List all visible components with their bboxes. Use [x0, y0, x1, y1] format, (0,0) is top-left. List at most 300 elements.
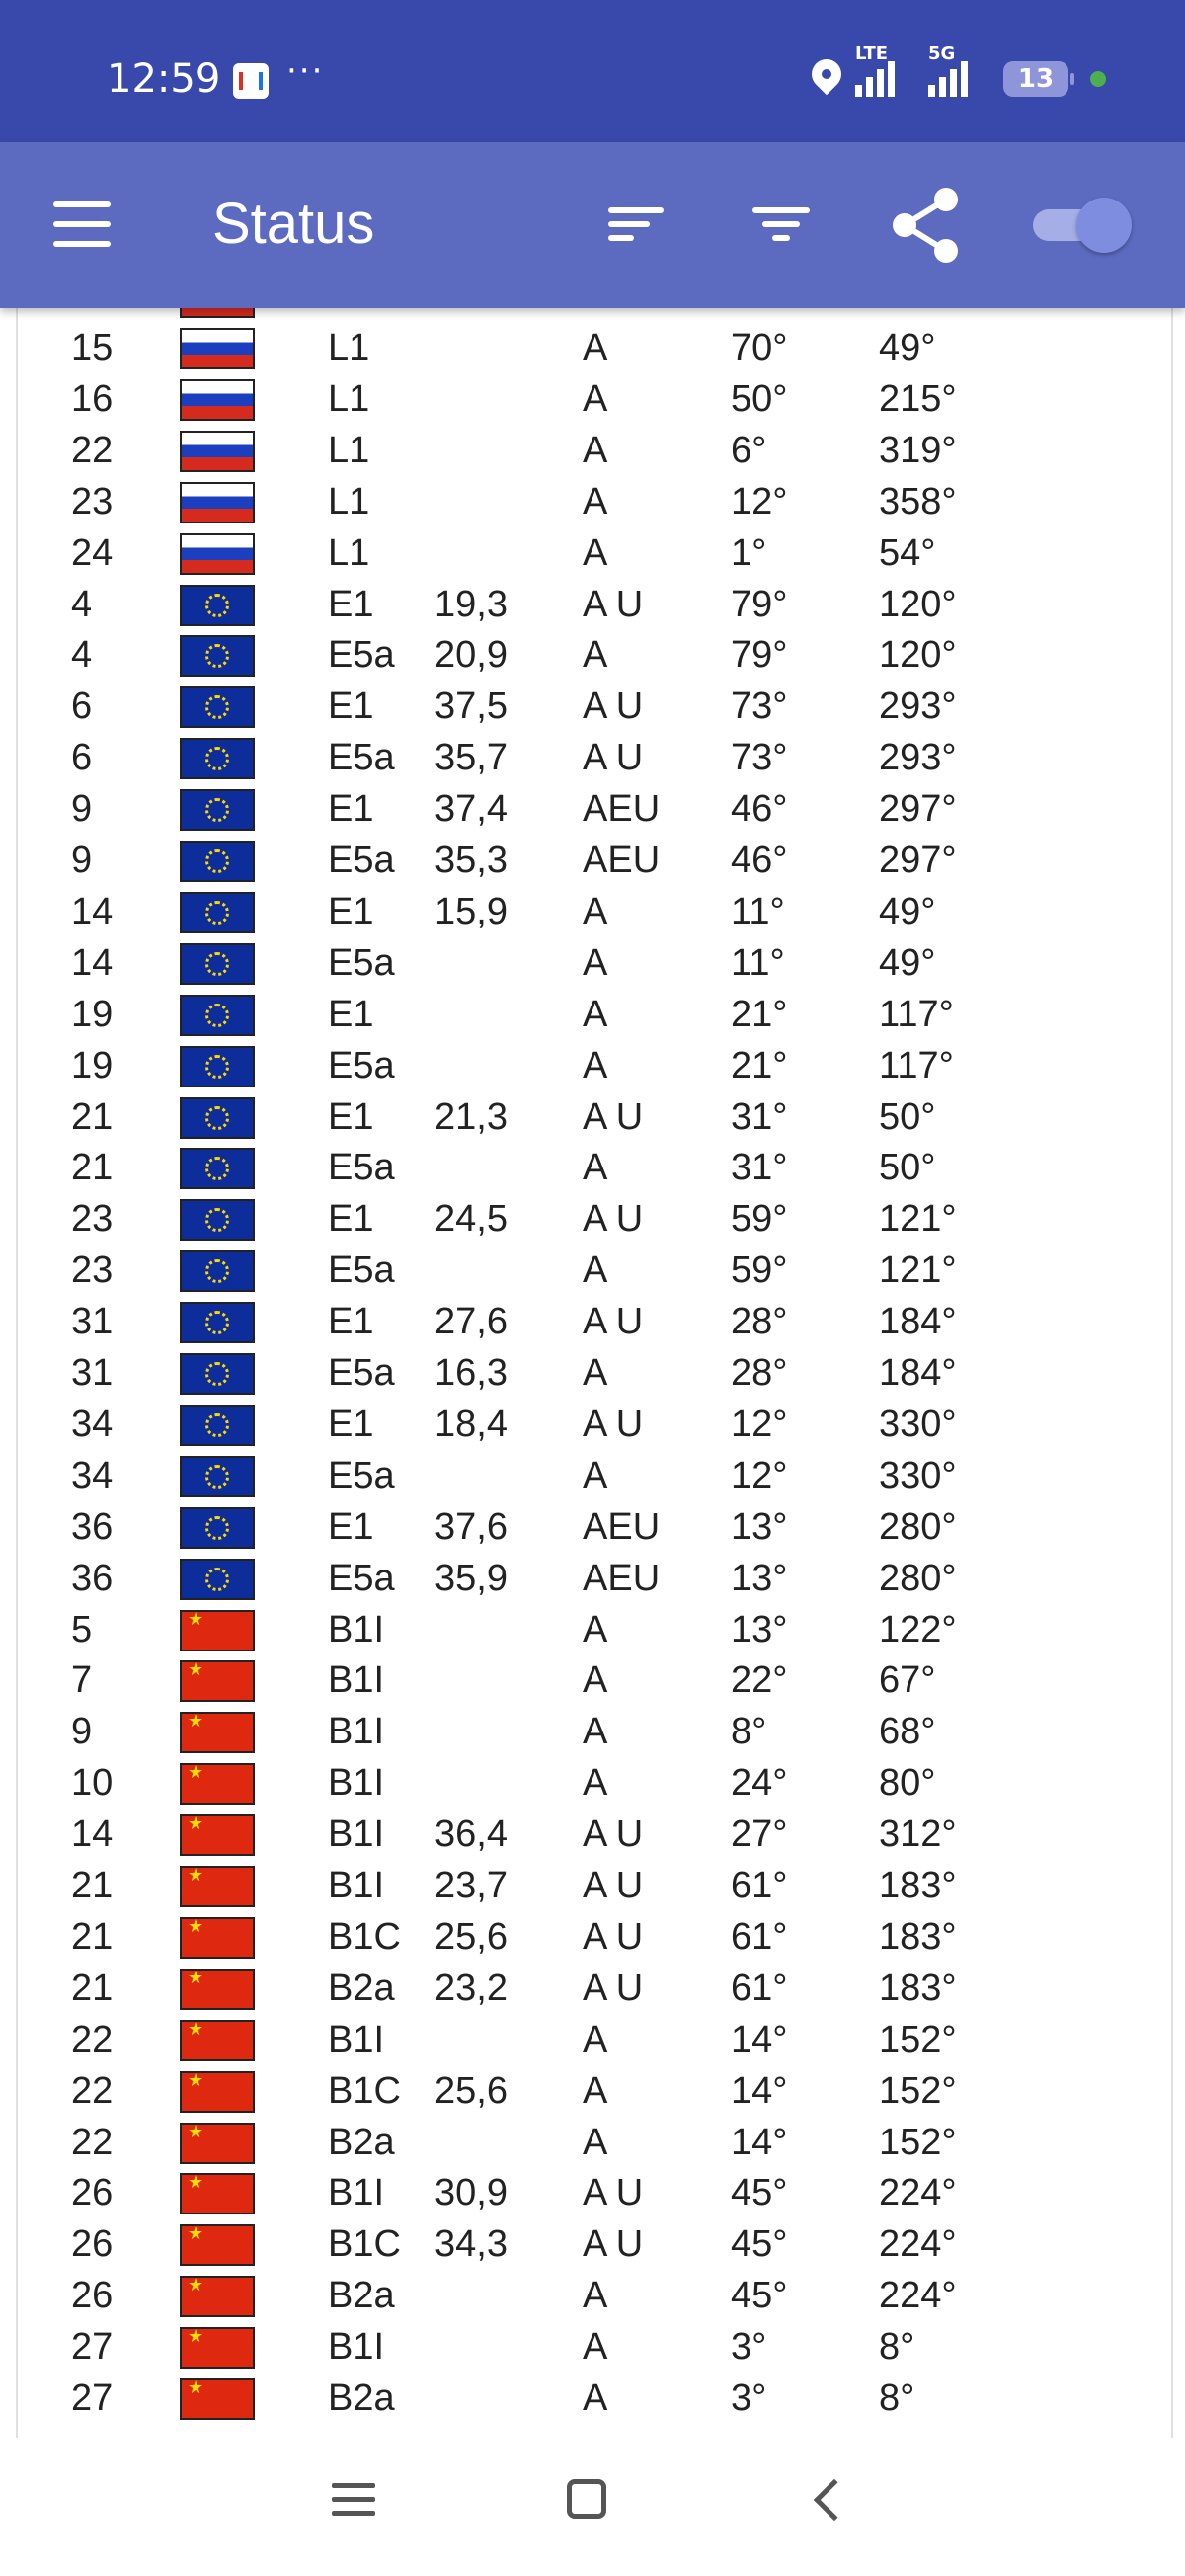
azimuth-cell: 280° [879, 1557, 957, 1599]
table-row [18, 1604, 1171, 1655]
elevation-cell: 13° [731, 1608, 788, 1650]
table-row [18, 783, 1171, 835]
flags-cell: A [583, 429, 608, 471]
table-row [18, 1450, 1171, 1501]
app-bar [0, 142, 1185, 308]
flags-cell: A [583, 2069, 608, 2112]
table-row [18, 1501, 1171, 1553]
flag-icon [180, 1405, 255, 1446]
table-row [18, 2065, 1171, 2117]
elevation-cell: 46° [731, 840, 788, 881]
band-cell: E1 [328, 890, 374, 932]
table-row [18, 2117, 1171, 2168]
flag-icon [180, 2071, 255, 2113]
azimuth-cell: 152° [879, 2121, 957, 2163]
flags-cell: A [583, 993, 608, 1035]
elevation-cell: 12° [731, 1403, 788, 1445]
band-cell: E5a [328, 840, 395, 881]
svid-cell: 22 [71, 429, 114, 471]
svid-cell: 36 [71, 1557, 114, 1599]
cn0-cell: 16,3 [434, 1352, 508, 1394]
band-cell: E5a [328, 1147, 395, 1189]
flag-icon [180, 1969, 255, 2010]
band-cell: B1I [328, 2326, 385, 2369]
table-row [18, 2014, 1171, 2065]
band-cell: E1 [328, 788, 374, 831]
elevation-cell: 21° [731, 1044, 788, 1087]
5g-label: 5G [928, 43, 956, 64]
flags-cell: AEU [583, 1557, 661, 1599]
table-row [18, 2321, 1171, 2373]
azimuth-cell: 122° [879, 1608, 957, 1650]
cn0-cell: 25,6 [434, 1915, 508, 1958]
elevation-cell: 45° [731, 2172, 788, 2214]
svid-cell: 26 [71, 2223, 114, 2266]
svid-cell: 6 [71, 737, 93, 779]
table-row [18, 937, 1171, 989]
svid-cell: 21 [71, 1147, 114, 1189]
cn0-cell: 35,3 [434, 840, 508, 881]
flag-icon [180, 995, 255, 1036]
cn0-cell: 34,3 [434, 2223, 508, 2266]
filter-icon[interactable] [752, 200, 812, 249]
band-cell: E1 [328, 583, 374, 625]
flag-icon [180, 2020, 255, 2061]
satellite-table[interactable] [16, 292, 1173, 2438]
band-cell: B1I [328, 1608, 385, 1650]
azimuth-cell: 49° [879, 941, 936, 984]
azimuth-cell: 183° [879, 1865, 957, 1906]
azimuth-cell: 54° [879, 531, 936, 574]
elevation-cell: 31° [731, 1147, 788, 1189]
azimuth-cell: 184° [879, 1352, 957, 1394]
table-row [18, 322, 1171, 373]
band-cell: E5a [328, 1352, 395, 1394]
svid-cell: 23 [71, 480, 114, 523]
table-row [18, 629, 1171, 681]
home-icon[interactable] [567, 2479, 606, 2519]
cn0-cell: 21,3 [434, 1095, 508, 1138]
table-row [18, 1911, 1171, 1963]
flags-cell: A [583, 1711, 608, 1753]
band-cell: B2a [328, 2121, 395, 2163]
band-cell: L1 [328, 429, 370, 471]
flag-icon [180, 585, 255, 626]
elevation-cell: 28° [731, 1352, 788, 1394]
table-row [18, 1706, 1171, 1757]
azimuth-cell: 67° [879, 1659, 936, 1702]
band-cell: E5a [328, 634, 395, 677]
share-icon[interactable] [889, 186, 964, 265]
elevation-cell: 70° [731, 327, 788, 368]
azimuth-cell: 358° [879, 480, 957, 523]
azimuth-cell: 319° [879, 429, 957, 471]
svid-cell: 5 [71, 1608, 93, 1650]
flags-cell: AEU [583, 840, 661, 881]
flags-cell: A [583, 634, 608, 677]
elevation-cell: 28° [731, 1301, 788, 1343]
svid-cell: 26 [71, 2275, 114, 2317]
flags-cell: A [583, 2275, 608, 2317]
elevation-cell: 6° [731, 429, 767, 471]
flag-icon [180, 1866, 255, 1907]
band-cell: B1I [328, 1762, 385, 1805]
flags-cell: A U [583, 1301, 644, 1343]
flags-cell: A [583, 377, 608, 420]
flags-cell: A [583, 1147, 608, 1189]
band-cell: B1I [328, 1865, 385, 1906]
table-row [18, 1553, 1171, 1604]
elevation-cell: 11° [731, 890, 785, 932]
table-row [18, 2373, 1171, 2424]
svid-cell: 10 [71, 1762, 114, 1805]
flags-cell: A [583, 2121, 608, 2163]
azimuth-cell: 121° [879, 1249, 957, 1292]
svid-cell: 4 [71, 634, 93, 677]
back-icon[interactable] [814, 2479, 855, 2521]
flag-icon [180, 1456, 255, 1497]
svid-cell: 19 [71, 1044, 114, 1087]
table-row [18, 1040, 1171, 1091]
flag-icon [180, 1199, 255, 1241]
clock: 12:59 [107, 56, 221, 102]
elevation-cell: 24° [731, 1762, 788, 1805]
cn0-cell: 24,5 [434, 1198, 508, 1241]
azimuth-cell: 215° [879, 377, 957, 420]
azimuth-cell: 80° [879, 1762, 936, 1805]
svid-cell: 21 [71, 1095, 114, 1138]
azimuth-cell: 152° [879, 2069, 957, 2112]
flags-cell: A [583, 2326, 608, 2369]
flags-cell: A U [583, 2172, 644, 2214]
band-cell: E5a [328, 941, 395, 984]
band-cell: E1 [328, 993, 374, 1035]
table-row [18, 373, 1171, 425]
band-cell: L1 [328, 377, 370, 420]
elevation-cell: 73° [731, 737, 788, 779]
svid-cell: 6 [71, 685, 93, 728]
flag-icon [180, 2276, 255, 2317]
table-row [18, 1091, 1171, 1143]
flags-cell: A [583, 1762, 608, 1805]
flags-cell: A [583, 1249, 608, 1292]
svid-cell: 9 [71, 1711, 93, 1753]
table-row [18, 1757, 1171, 1809]
table-row [18, 1347, 1171, 1399]
band-cell: E5a [328, 1249, 395, 1292]
elevation-cell: 11° [731, 941, 785, 984]
table-row [18, 1860, 1171, 1911]
band-cell: L1 [328, 480, 370, 523]
band-cell: B1C [328, 2069, 401, 2112]
flag-icon [180, 482, 255, 523]
azimuth-cell: 224° [879, 2275, 957, 2317]
elevation-cell: 12° [731, 1454, 788, 1496]
azimuth-cell: 117° [879, 1044, 954, 1087]
svid-cell: 19 [71, 993, 114, 1035]
band-cell: B1I [328, 1659, 385, 1702]
more-notifications-icon: ··· [286, 51, 325, 91]
flag-icon [180, 1507, 255, 1549]
elevation-cell: 61° [731, 1967, 788, 2009]
flags-cell: A U [583, 1403, 644, 1445]
cn0-cell: 19,3 [434, 583, 508, 625]
svid-cell: 23 [71, 1249, 114, 1292]
table-row [18, 2218, 1171, 2270]
flags-cell: A [583, 1352, 608, 1394]
elevation-cell: 59° [731, 1249, 788, 1292]
cn0-cell: 27,6 [434, 1301, 508, 1343]
azimuth-cell: 152° [879, 2018, 957, 2060]
azimuth-cell: 120° [879, 583, 957, 625]
band-cell: E1 [328, 1403, 374, 1445]
azimuth-cell: 68° [879, 1711, 936, 1753]
page-title: Status [212, 192, 375, 256]
elevation-cell: 13° [731, 1557, 788, 1599]
table-row [18, 1142, 1171, 1193]
cn0-cell: 36,4 [434, 1813, 508, 1856]
flags-cell: A [583, 2018, 608, 2060]
svid-cell: 21 [71, 1967, 114, 2009]
svid-cell: 22 [71, 2018, 114, 2060]
status-bar [0, 0, 1185, 142]
elevation-cell: 79° [731, 634, 788, 677]
flag-icon [180, 943, 255, 985]
table-row [18, 835, 1171, 886]
table-row [18, 476, 1171, 527]
flag-icon [180, 328, 255, 369]
elevation-cell: 22° [731, 1659, 788, 1702]
azimuth-cell: 293° [879, 685, 957, 728]
azimuth-cell: 312° [879, 1813, 957, 1856]
system-nav-bar [0, 2438, 1185, 2576]
svid-cell: 16 [71, 377, 114, 420]
svid-cell: 22 [71, 2069, 114, 2112]
table-row [18, 989, 1171, 1040]
elevation-cell: 14° [731, 2069, 788, 2112]
flags-cell: A [583, 480, 608, 523]
toggle-knob [1076, 198, 1132, 253]
flags-cell: A U [583, 685, 644, 728]
flag-icon [180, 2378, 255, 2420]
flag-icon [180, 379, 255, 421]
band-cell: E1 [328, 1505, 374, 1548]
flags-cell: A U [583, 1198, 644, 1241]
svid-cell: 15 [71, 327, 114, 368]
svid-cell: 31 [71, 1352, 114, 1394]
flags-cell: A U [583, 583, 644, 625]
cn0-cell: 20,9 [434, 634, 508, 677]
azimuth-cell: 297° [879, 840, 957, 881]
flag-icon [180, 1917, 255, 1959]
flag-icon [180, 1559, 255, 1600]
flags-cell: A [583, 531, 608, 574]
sort-icon[interactable] [608, 200, 668, 249]
cn0-cell: 23,7 [434, 1865, 508, 1906]
svid-cell: 27 [71, 2377, 114, 2419]
svid-cell: 14 [71, 1813, 114, 1856]
flag-icon [180, 1046, 255, 1087]
flag-icon [180, 738, 255, 779]
band-cell: L1 [328, 327, 370, 368]
elevation-cell: 14° [731, 2121, 788, 2163]
flag-icon [180, 892, 255, 933]
elevation-cell: 21° [731, 993, 788, 1035]
flag-icon [180, 431, 255, 472]
svid-cell: 31 [71, 1301, 114, 1343]
band-cell: B2a [328, 1967, 395, 2009]
flags-cell: AEU [583, 788, 661, 831]
flag-icon [180, 789, 255, 831]
table-row [18, 2270, 1171, 2321]
lte-label: LTE [855, 43, 889, 64]
menu-icon[interactable] [53, 201, 111, 247]
table-row [18, 1193, 1171, 1245]
band-cell: E1 [328, 1301, 374, 1343]
flags-cell: AEU [583, 1505, 661, 1548]
elevation-cell: 27° [731, 1813, 788, 1856]
flag-icon [180, 1814, 255, 1856]
elevation-cell: 14° [731, 2018, 788, 2060]
flags-cell: A [583, 1608, 608, 1650]
flags-cell: A [583, 1044, 608, 1087]
flag-icon [180, 1712, 255, 1753]
elevation-cell: 45° [731, 2275, 788, 2317]
table-row [18, 2167, 1171, 2218]
azimuth-cell: 224° [879, 2223, 957, 2266]
flag-icon [180, 533, 255, 575]
azimuth-cell: 224° [879, 2172, 957, 2214]
recent-apps-icon[interactable] [332, 2481, 375, 2521]
flags-cell: A U [583, 1915, 644, 1958]
cn0-cell: 37,4 [434, 788, 508, 831]
cn0-cell: 37,5 [434, 685, 508, 728]
flag-icon [180, 1250, 255, 1292]
gmail-icon [233, 63, 269, 99]
elevation-cell: 61° [731, 1865, 788, 1906]
flag-icon [180, 1302, 255, 1343]
flag-icon [180, 1763, 255, 1805]
flag-icon [180, 2123, 255, 2164]
band-cell: B1C [328, 2223, 401, 2266]
band-cell: B2a [328, 2275, 395, 2317]
flag-icon [180, 686, 255, 728]
cn0-cell: 30,9 [434, 2172, 508, 2214]
cn0-cell: 23,2 [434, 1967, 508, 2009]
azimuth-cell: 183° [879, 1967, 957, 2009]
svid-cell: 14 [71, 941, 114, 984]
svid-cell: 4 [71, 583, 93, 625]
azimuth-cell: 297° [879, 788, 957, 831]
table-row [18, 527, 1171, 579]
table-row [18, 886, 1171, 937]
flags-cell: A U [583, 1095, 644, 1138]
flag-icon [180, 841, 255, 882]
band-cell: E5a [328, 1557, 395, 1599]
table-row [18, 1399, 1171, 1450]
flag-icon [180, 1353, 255, 1395]
flags-cell: A U [583, 1813, 644, 1856]
svid-cell: 26 [71, 2172, 114, 2214]
flags-cell: A U [583, 1967, 644, 2009]
flag-icon [180, 1148, 255, 1189]
svid-cell: 36 [71, 1505, 114, 1548]
table-row [18, 732, 1171, 783]
svid-cell: 23 [71, 1198, 114, 1241]
elevation-cell: 31° [731, 1095, 788, 1138]
flag-icon [180, 1097, 255, 1139]
band-cell: L1 [328, 531, 370, 574]
lte-signal-icon [855, 43, 895, 97]
azimuth-cell: 50° [879, 1147, 936, 1189]
band-cell: B1I [328, 1711, 385, 1753]
toggle-switch[interactable] [1031, 198, 1128, 251]
svid-cell: 34 [71, 1454, 114, 1496]
elevation-cell: 8° [731, 1711, 767, 1753]
elevation-cell: 13° [731, 1505, 788, 1548]
band-cell: E1 [328, 1095, 374, 1138]
table-row [18, 425, 1171, 476]
cn0-cell: 35,7 [434, 737, 508, 779]
svid-cell: 21 [71, 1865, 114, 1906]
elevation-cell: 1° [731, 531, 767, 574]
azimuth-cell: 293° [879, 737, 957, 779]
azimuth-cell: 8° [879, 2326, 915, 2369]
cn0-cell: 35,9 [434, 1557, 508, 1599]
flag-icon [180, 1610, 255, 1651]
elevation-cell: 3° [731, 2377, 767, 2419]
band-cell: E5a [328, 1044, 395, 1087]
svid-cell: 9 [71, 840, 93, 881]
table-row [18, 1963, 1171, 2014]
azimuth-cell: 49° [879, 890, 936, 932]
band-cell: B1I [328, 1813, 385, 1856]
table-row [18, 1809, 1171, 1860]
svid-cell: 24 [71, 531, 114, 574]
table-row [18, 579, 1171, 630]
location-icon [806, 53, 847, 95]
cn0-cell: 25,6 [434, 2069, 508, 2112]
svid-cell: 34 [71, 1403, 114, 1445]
flags-cell: A [583, 2377, 608, 2419]
flag-icon [180, 1660, 255, 1702]
battery-icon: 13 [1003, 61, 1068, 97]
table-row [18, 681, 1171, 732]
elevation-cell: 46° [731, 788, 788, 831]
band-cell: B1I [328, 2018, 385, 2060]
band-cell: B2a [328, 2377, 395, 2419]
cn0-cell: 15,9 [434, 890, 508, 932]
flag-icon [180, 2327, 255, 2369]
flags-cell: A U [583, 1865, 644, 1906]
flags-cell: A U [583, 737, 644, 779]
flag-icon [180, 2224, 255, 2266]
azimuth-cell: 49° [879, 327, 936, 368]
azimuth-cell: 183° [879, 1915, 957, 1958]
elevation-cell: 3° [731, 2326, 767, 2369]
band-cell: E5a [328, 1454, 395, 1496]
band-cell: E1 [328, 1198, 374, 1241]
azimuth-cell: 50° [879, 1095, 936, 1138]
flags-cell: A [583, 1659, 608, 1702]
azimuth-cell: 121° [879, 1198, 957, 1241]
azimuth-cell: 184° [879, 1301, 957, 1343]
azimuth-cell: 8° [879, 2377, 915, 2419]
svid-cell: 9 [71, 788, 93, 831]
flags-cell: A [583, 1454, 608, 1496]
band-cell: E1 [328, 685, 374, 728]
svid-cell: 27 [71, 2326, 114, 2369]
